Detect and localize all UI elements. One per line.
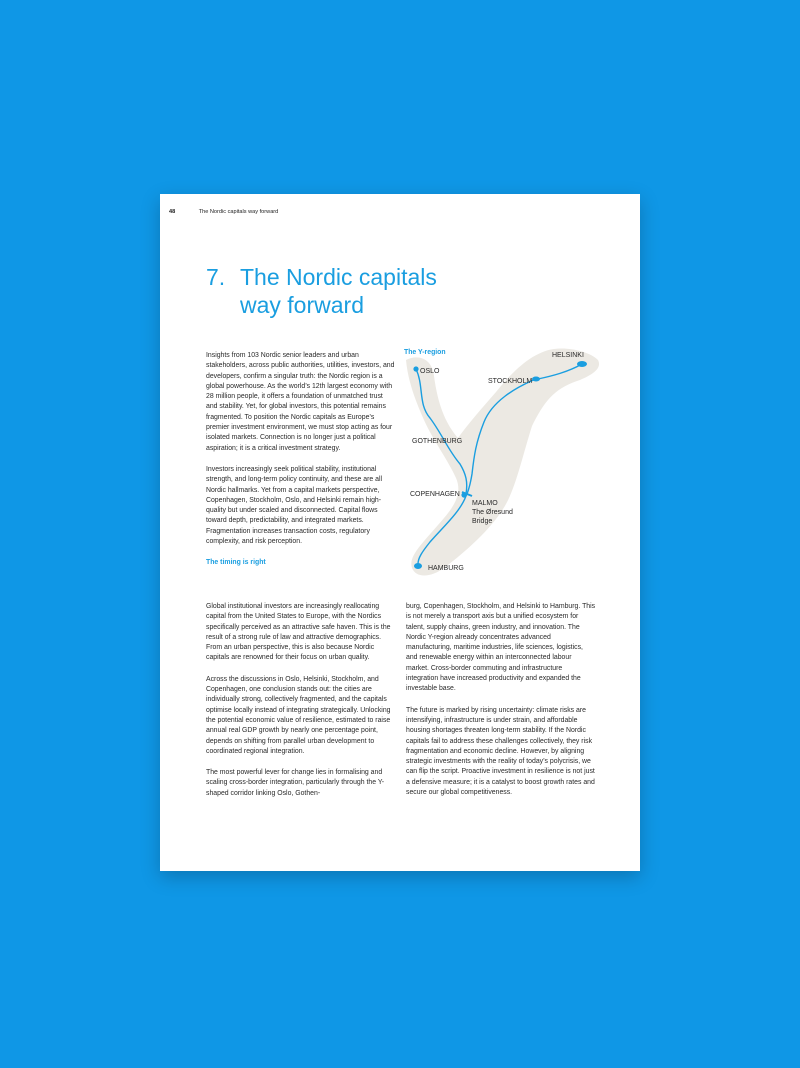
body-paragraph: Global institutional investors are increasingly reallocating capital from the United States to Europe, with the Nordics specifically perceived as an attractive safe haven. This is the result of a strong rule of law and attractive demographics. From an urban perspective, this is also because Nordic capitals are renowned for their focus on urban quality. — [206, 603, 391, 662]
map-title: The Y-region — [404, 349, 446, 356]
stockholm-marker — [532, 377, 540, 382]
label-hamburg: HAMBURG — [428, 565, 464, 572]
copenhagen-marker — [461, 492, 466, 497]
hamburg-marker — [414, 563, 422, 569]
label-copenhagen: COPENHAGEN — [410, 491, 460, 498]
oslo-marker — [413, 366, 418, 371]
chapter-title — [206, 263, 437, 319]
page-number: 48 — [169, 209, 176, 215]
label-stockholm: STOCKHOLM — [488, 378, 533, 385]
document-page — [160, 194, 640, 871]
label-bridge-line2: Bridge — [472, 518, 493, 525]
body-right-column — [406, 602, 596, 809]
chapter-title-line2: way forward — [240, 292, 364, 318]
intro-column — [206, 351, 396, 577]
body-paragraph: The future is marked by rising uncertainty: climate risks are intensifying, infrastructure is under strain, and affordable housing shortages threaten long-term stability. If the Nordic capitals fail to address these challenges collectively, they risk fragmentation and economic decline. However, by aligning strategic investments with the reality of today’s polycrisis, we can flip the script. Proactive investment in resilience is not just a defensive measure; it is a catalyst to boost growth rates and secure our global competitiveness. — [406, 706, 595, 797]
label-bridge-line1: The Øresund — [472, 509, 513, 516]
section-title: The Nordic capitals way forward — [198, 209, 279, 215]
body-paragraph: burg, Copenhagen, Stockholm, and Helsinki to Hamburg. This is not merely a transport axis but a unified ecosystem for talent, supply chains, green industry, and innovation. The Nordic Y-region already concentrates advanced manufacturing, maritime industries, life sciences, logistics, and renewable energy within an interconnected labour market. Cross-border commuting and infrastructure integration have increased productivity and expanded the investable base. — [406, 603, 596, 693]
label-malmo: MALMO — [472, 500, 498, 507]
map-graphic — [404, 346, 604, 586]
y-region-map — [404, 346, 604, 586]
label-gothenburg: GOTHENBURG — [412, 438, 463, 445]
chapter-title-line1: The Nordic capitals — [240, 264, 437, 290]
body-left-column — [206, 602, 396, 810]
label-helsinki: HELSINKI — [552, 352, 584, 359]
helsinki-marker — [577, 361, 587, 367]
intro-paragraph: Insights from 103 Nordic senior leaders and urban stakeholders, across public authorities, utilities, investors, and developers, confirm a singular truth: the Nordic region is a global powerhouse. As the world’s 12th largest economy with 28 million people, it offers a foundation of unmatched trust and stability. Yet, for global investors, this potential remains fragmented. To position the Nordic capitals as Europe’s premier investment environment, we must stop acting as four isolated markets. Connection is no longer just a political aspiration; it is a critical investment strategy. — [206, 352, 395, 452]
intro-paragraph: Investors increasingly seek political stability, institutional strength, and long-term policy continuity, and these are all Nordic hallmarks. Yet from a capital markets perspective, Copenhagen, Stockholm, Oslo, and Helsinki remain high-quality but under scaled and disconnected. Capital flows toward depth, predictability, and integrated markets. Fragmentation increases transaction costs, regulatory complexity, and risk perception. — [206, 465, 383, 546]
label-oslo: OSLO — [420, 368, 440, 375]
chapter-number: 7. — [206, 264, 226, 290]
subheading: The timing is right — [206, 559, 266, 567]
body-paragraph: Across the discussions in Oslo, Helsinki, Stockholm, and Copenhagen, one conclusion stands out: the cities are individually strong, collectively fragmented, and the capitals optimise locally instead of integrating strategically. Unlocking the potential economic value of resilience, estimated to raise annual real GDP growth by nearly one percentage point, depends on shifting from parallel urban development to coordinated regional integration. — [206, 675, 391, 755]
running-header — [169, 209, 278, 215]
body-paragraph: The most powerful lever for change lies in formalising and scaling cross-border integration, particularly through the Y-shaped corridor linking Oslo, Gothen- — [206, 769, 385, 797]
